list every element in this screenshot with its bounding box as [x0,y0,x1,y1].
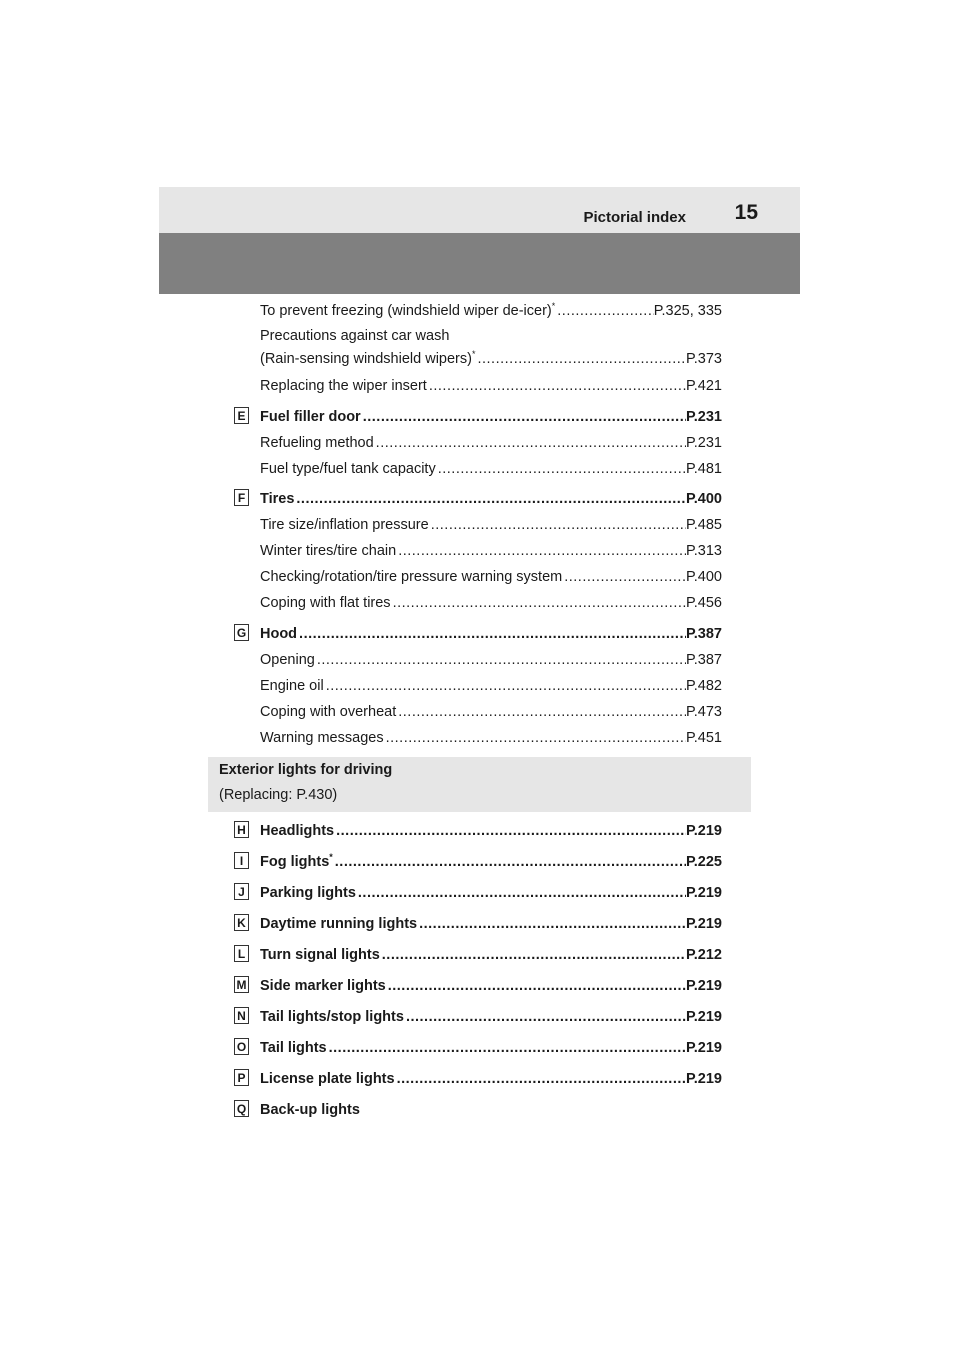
page-ref[interactable]: P.219 [685,916,722,932]
callout-key-l: L [234,945,249,962]
leader-dots [361,408,686,426]
index-entry[interactable] [260,975,722,995]
index-entry[interactable] [260,820,722,840]
leader-dots [334,822,686,840]
callout-key-o: O [234,1038,249,1055]
index-entry[interactable] [260,300,722,320]
entry-label: Back-up lights [260,1102,360,1118]
entry-label: Warning messages [260,730,384,746]
index-entry[interactable] [260,375,722,395]
entry-label: Parking lights [260,885,356,901]
page-ref[interactable]: P.231 [685,409,722,425]
entry-label: License plate lights [260,1071,395,1087]
leader-dots [374,434,686,452]
index-entry[interactable] [260,432,722,452]
entry-label: Engine oil [260,678,324,694]
footnote-mark: * [551,301,556,312]
entry-label: Coping with overheat [260,704,397,720]
entry-label: Turn signal lights [260,947,380,963]
page-ref[interactable]: P.400 [685,569,722,585]
callout-key-i: I [234,852,249,869]
page-ref[interactable]: P.219 [685,1071,722,1087]
index-entry[interactable] [260,592,722,612]
callout-key-h: H [234,821,249,838]
entry-label: Fog lights [260,854,330,870]
page-ref[interactable]: P.212 [685,947,722,963]
index-entry[interactable] [260,488,722,508]
index-entry[interactable] [260,1068,722,1088]
entry-label: Daytime running lights [260,916,418,932]
index-entry[interactable] [260,514,722,534]
index-entry[interactable] [260,882,722,902]
page-ref[interactable]: P.481 [685,461,722,477]
section-header [208,757,751,812]
page-ref[interactable]: P.373 [685,351,722,367]
footnote-mark: * [471,349,476,360]
index-entry[interactable] [260,1037,722,1057]
entry-label: Tail lights [260,1040,327,1056]
index-entry[interactable] [260,406,722,426]
page-ref[interactable]: P.219 [685,978,722,994]
entry-label: Tires [260,491,295,507]
page-ref[interactable]: P.231 [685,435,722,451]
page-ref[interactable]: P.456 [685,595,722,611]
index-entry[interactable] [260,458,722,478]
index-entry[interactable] [260,727,722,747]
entry-label: Checking/rotation/tire pressure warning system [260,569,563,585]
leader-dots [396,542,686,560]
leader-dots [404,1008,686,1026]
page-number: 15 [734,201,758,224]
page-title: Pictorial index [583,209,686,226]
callout-key-f: F [234,489,249,506]
index-entry[interactable] [260,1006,722,1026]
callout-key-j: J [234,883,249,900]
leader-dots [327,1039,686,1057]
page-ref[interactable]: P.400 [685,491,722,507]
page-ref[interactable]: P.219 [685,823,722,839]
callout-key-q: Q [234,1100,249,1117]
index-entry[interactable] [260,913,722,933]
leader-dots [391,594,686,612]
page-ref[interactable]: P.219 [685,1009,722,1025]
index-entry[interactable] [260,851,722,871]
page-header [159,187,800,233]
index-entry[interactable] [260,348,722,368]
entry-label: Refueling method [260,435,374,451]
leader-dots [555,302,653,320]
callout-key-p: P [234,1069,249,1086]
entry-label: Tail lights/stop lights [260,1009,404,1025]
page-ref[interactable]: P.387 [685,652,722,668]
entry-label: Hood [260,626,298,642]
leader-dots [386,977,686,995]
leader-dots [324,677,686,695]
page-ref[interactable]: P.451 [685,730,722,746]
leader-dots [396,703,686,721]
entry-label: Fuel type/fuel tank capacity [260,461,436,477]
entry-label: Precautions against car wash [260,328,450,344]
page-ref[interactable]: P.225 [685,854,722,870]
index-entry[interactable] [260,623,722,643]
leader-dots [417,915,686,933]
leader-dots [333,853,686,871]
leader-dots [562,568,686,586]
page-ref[interactable]: P.482 [685,678,722,694]
index-entry[interactable] [260,540,722,560]
callout-key-g: G [234,624,249,641]
entry-label: Headlights [260,823,335,839]
page-ref[interactable]: P.421 [685,378,722,394]
leader-dots [384,729,686,747]
entry-label: Winter tires/tire chain [260,543,397,559]
section-title: Exterior lights for driving [219,762,393,778]
leader-dots [427,377,686,395]
entry-label: Tire size/inflation pressure [260,517,429,533]
leader-dots [380,946,686,964]
page-ref[interactable]: P.387 [685,626,722,642]
header-band [159,233,800,294]
leader-dots [429,516,686,534]
index-entry[interactable] [260,701,722,721]
callout-key-e: E [234,407,249,424]
entry-label: (Rain-sensing windshield wipers) [260,351,472,367]
leader-dots [297,625,686,643]
index-entry[interactable] [260,566,722,586]
index-entry[interactable] [260,944,722,964]
callout-key-k: K [234,914,249,931]
leader-dots [395,1070,686,1088]
entry-label: Coping with flat tires [260,595,391,611]
callout-key-n: N [234,1007,249,1024]
leader-dots [315,651,686,669]
page-ref[interactable]: P.313 [685,543,722,559]
page-ref[interactable]: P.325, 335 [653,303,722,319]
index-entry[interactable] [260,675,722,695]
page-ref[interactable]: P.219 [685,1040,722,1056]
entry-label: Fuel filler door [260,409,361,425]
leader-dots [356,884,686,902]
entry-label: Side marker lights [260,978,386,994]
footnote-mark: * [329,852,333,863]
leader-dots [475,350,686,368]
section-subtitle[interactable]: (Replacing: P.430) [219,787,338,803]
page-ref[interactable]: P.473 [685,704,722,720]
entry-label: Replacing the wiper insert [260,378,427,394]
entry-label: To prevent freezing (windshield wiper de-icer) [260,303,552,319]
callout-key-m: M [234,976,249,993]
leader-dots [436,460,686,478]
page-ref[interactable]: P.219 [685,885,722,901]
entry-label: Opening [260,652,315,668]
index-entry[interactable] [260,649,722,669]
page-ref[interactable]: P.485 [685,517,722,533]
leader-dots [294,490,686,508]
